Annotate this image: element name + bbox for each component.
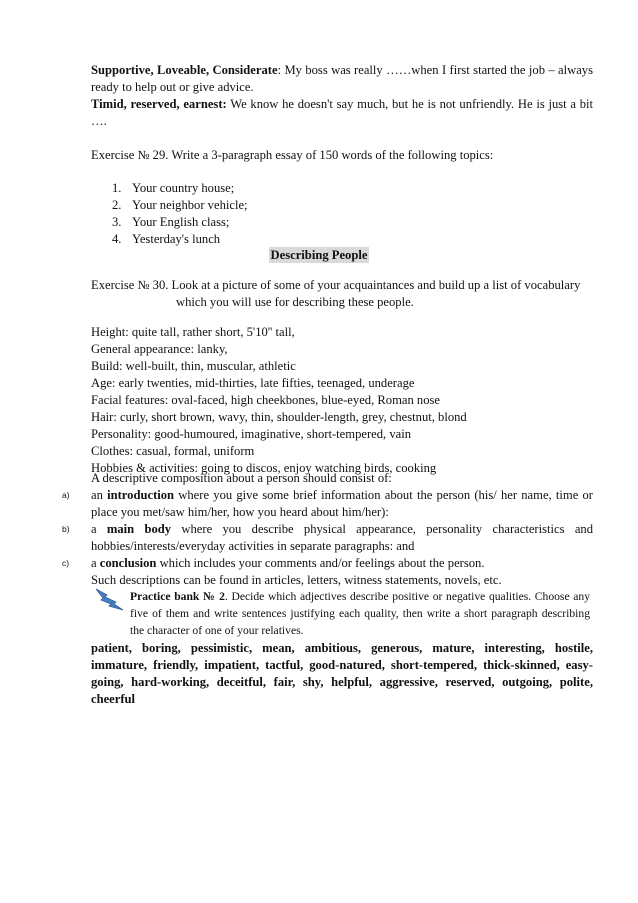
vocab-hair: Hair: curly, short brown, wavy, thin, shoulder-length, grey, chestnut, blond xyxy=(91,410,467,424)
exercise-30-line2: which you will use for describing these people. xyxy=(176,295,414,309)
timid-paragraph xyxy=(91,96,593,130)
practice-bank-label: Practice bank № 2 xyxy=(130,590,225,603)
marker-a: a) xyxy=(62,490,70,500)
main-body-term: main body xyxy=(106,522,172,536)
vocab-age: Age: early twenties, mid-thirties, late fifties, teenaged, underage xyxy=(91,376,415,390)
vocab-facial: Facial features: oval-faced, high cheekbones, blue-eyed, Roman nose xyxy=(91,393,440,407)
section-heading: Describing People xyxy=(270,248,368,262)
composition-item-a: an introduction where you give some brief information about the person (his/ her name, time or place you met/saw him/her, how you heard about him/her): xyxy=(91,488,593,519)
vocab-build: Build: well-built, thin, muscular, athletic xyxy=(91,359,296,373)
supportive-label: Supportive, Loveable, Considerate xyxy=(91,63,278,77)
lightning-bolt-icon xyxy=(94,586,124,612)
vocabulary-list xyxy=(91,324,593,477)
composition-item-b: a main body where you describe physical appearance, personality characteristics and hobbies/interests/everyday activities in separate paragraphs: and xyxy=(91,522,593,553)
list-item: 1. Your country house; xyxy=(112,181,235,195)
composition-intro: A descriptive composition about a person should consist of: xyxy=(91,471,392,485)
list-item: 3. Your English class; xyxy=(112,215,230,229)
timid-label: Timid, reserved, earnest: xyxy=(91,97,227,111)
section-heading-wrapper xyxy=(0,247,638,263)
vocab-height: Height: quite tall, rather short, 5'10'' tall, xyxy=(91,325,295,339)
adjective-list: patient, boring, pessimistic, mean, ambitious, generous, mature, interesting, hostile, immature, friendly, impatient, tactful, good-natured, short-tempered, thick-skinned, easy-going, hard-working, deceitful, fair, shy, helpful, aggressive, reserved, outgoing, polite, cheerful xyxy=(91,641,593,706)
list-item: 2. Your neighbor vehicle; xyxy=(112,198,248,212)
supportive-text: : My boss was really ……when I first started the job – always ready to help out or give advice. xyxy=(91,63,594,94)
vocab-hobbies: Hobbies & activities: going to discos, enjoy watching birds, cooking xyxy=(91,461,437,475)
introduction-term: introduction xyxy=(107,488,175,502)
exercise-30-line1: Exercise № 30. Look at a picture of some of your acquaintances and build up a list of vocabulary xyxy=(91,278,581,292)
list-item: 4. Yesterday's lunch xyxy=(112,232,221,246)
composition-item-c: a conclusion which includes your comments and/or feelings about the person. xyxy=(91,556,485,570)
vocab-clothes: Clothes: casual, formal, uniform xyxy=(91,444,255,458)
exercise-29-prompt: Exercise № 29. Write a 3-paragraph essay of 150 words of the following topics: xyxy=(91,148,494,162)
practice-bank-instruction xyxy=(130,588,590,639)
vocab-personality: Personality: good-humoured, imaginative, short-tempered, vain xyxy=(91,427,412,441)
timid-text: We know he doesn't say much, but he is not unfriendly. He is just a bit …. xyxy=(91,97,594,128)
conclusion-term: conclusion xyxy=(99,556,157,570)
practice-bank-text: . Decide which adjectives describe positive or negative qualities. Choose any five of them and write sentences justifying each quality, then write a short paragraph describing the character of one of your relatives. xyxy=(130,590,590,637)
composition-closing: Such descriptions can be found in articles, letters, witness statements, novels, etc. xyxy=(91,573,502,587)
vocab-appearance: General appearance: lanky, xyxy=(91,342,228,356)
marker-c: c) xyxy=(62,558,70,568)
supportive-paragraph xyxy=(91,62,593,96)
marker-b: b) xyxy=(62,524,70,534)
